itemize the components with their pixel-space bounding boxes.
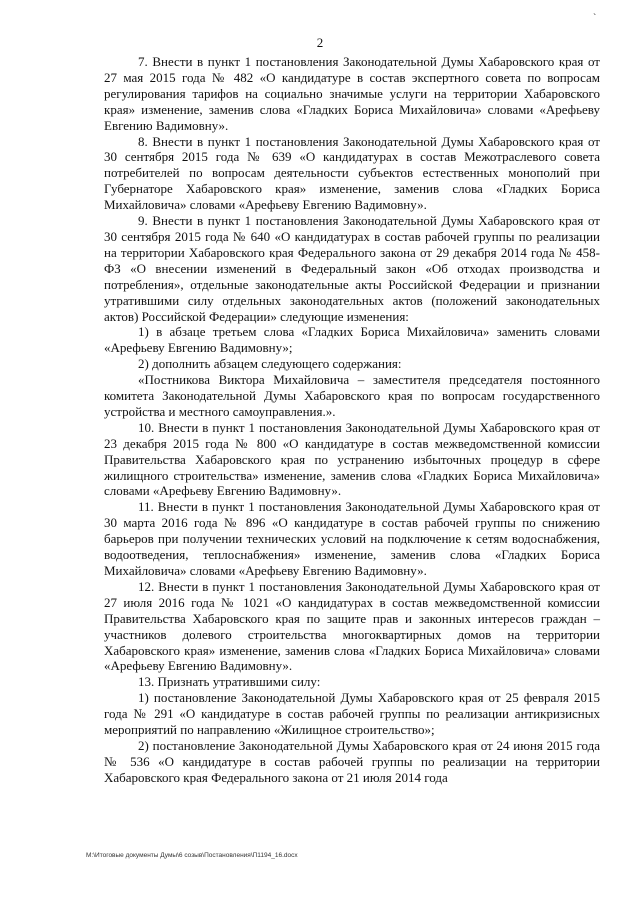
footer-file-path: М:\Итоговые документы Думы\6 созыв\Постановления\П1194_16.docx: [86, 852, 298, 859]
paragraph-item-13-sub-1: 1) постановление Законодательной Думы Хабаровского края от 25 февраля 2015 года № 291 «О кандидатуре в состав рабочей группы по реализации антикризисных мероприятий по направлению «Жилищное строительство»;: [104, 690, 600, 738]
paragraph-item-11: 11. Внести в пункт 1 постановления Законодательной Думы Хабаровского края от 30 марта 2016 года № 896 «О кандидатуре в состав рабочей группы по снижению барьеров при получении технических условий на подключение к сетям водоснабжения, водоотведения, теплоснабжения» изменение, заменив слова «Гладких Бориса Михайловича» словами «Арефьеву Евгению Вадимовну».: [104, 499, 600, 578]
paragraph-item-10: 10. Внести в пункт 1 постановления Законодательной Думы Хабаровского края от 23 декабря 2015 года № 800 «О кандидатуре в состав межведомственной комиссии Правительства Хабаровского края по устранению избыточных процедур в сфере жилищного строительства» изменение, заменив слова «Гладких Бориса Михайловича» словами «Арефьеву Евгению Вадимовну».: [104, 419, 600, 499]
corner-mark: `: [593, 13, 597, 24]
paragraph-item-9-sub-1: 1) в абзаце третьем слова «Гладких Бориса Михайловича» заменить словами «Арефьеву Евгению Вадимовну»;: [104, 324, 600, 356]
document-body: [104, 54, 600, 786]
paragraph-item-9-sub-2: 2) дополнить абзацем следующего содержания:: [138, 356, 402, 372]
paragraph-item-12: 12. Внести в пункт 1 постановления Законодательной Думы Хабаровского края от 27 июля 2016 года № 1021 «О кандидатурах в состав межведомственной комиссии Правительства Хабаровского края по защите прав и законных интересов граждан – участников долевого строительства многоквартирных домов на территории Хабаровского края» изменение, заменив слова «Гладких Бориса Михайловича» словами «Арефьеву Евгению Вадимовну».: [104, 578, 600, 674]
paragraph-item-7: 7. Внести в пункт 1 постановления Законодательной Думы Хабаровского края от 27 мая 2015 года № 482 «О кандидатуре в состав экспертного совета по вопросам регулирования тарифов на социально значимые услуги на территории Хабаровского края» изменение, заменив слова «Гладких Бориса Михайловича» словами «Арефьеву Евгению Вадимовну».: [104, 54, 600, 133]
paragraph-item-8: 8. Внести в пункт 1 постановления Законодательной Думы Хабаровского края от 30 сентября 2015 года № 639 «О кандидатурах в состав Межотраслевого совета потребителей по вопросам деятельности субъектов естественных монополий при Губернаторе Хабаровского края» изменение, заменив слова «Гладких Бориса Михайловича» словами «Арефьеву Евгению Вадимовну».: [104, 133, 600, 213]
paragraph-item-13-sub-2: 2) постановление Законодательной Думы Хабаровского края от 24 июня 2015 года № 536 «О кандидатуре в состав рабочей группы по реализации на территории Хабаровского края Федерального закона от 21 июля 2014 года: [104, 737, 600, 785]
paragraph-item-9-quote: «Постникова Виктора Михайловича – заместителя председателя постоянного комитета Законодательной Думы Хабаровского края по вопросам государственного устройства и местного самоуправления.».: [104, 372, 600, 419]
paragraph-item-9: 9. Внести в пункт 1 постановления Законодательной Думы Хабаровского края от 30 сентября 2015 года № 640 «О кандидатурах в состав рабочей группы по реализации на территории Хабаровского края Федерального закона от 29 декабря 2014 года № 458-ФЗ «О внесении изменений в Федеральный закон «Об отходах производства и потребления», отдельные законодательные акты Российской Федерации и признании утратившими силу отдельных законодательных актов (положений законодательных актов) Российской Федерации» следующие изменения:: [104, 213, 600, 324]
page-number: 2: [316, 35, 324, 50]
paragraph-item-13: 13. Признать утратившими силу:: [138, 674, 321, 690]
